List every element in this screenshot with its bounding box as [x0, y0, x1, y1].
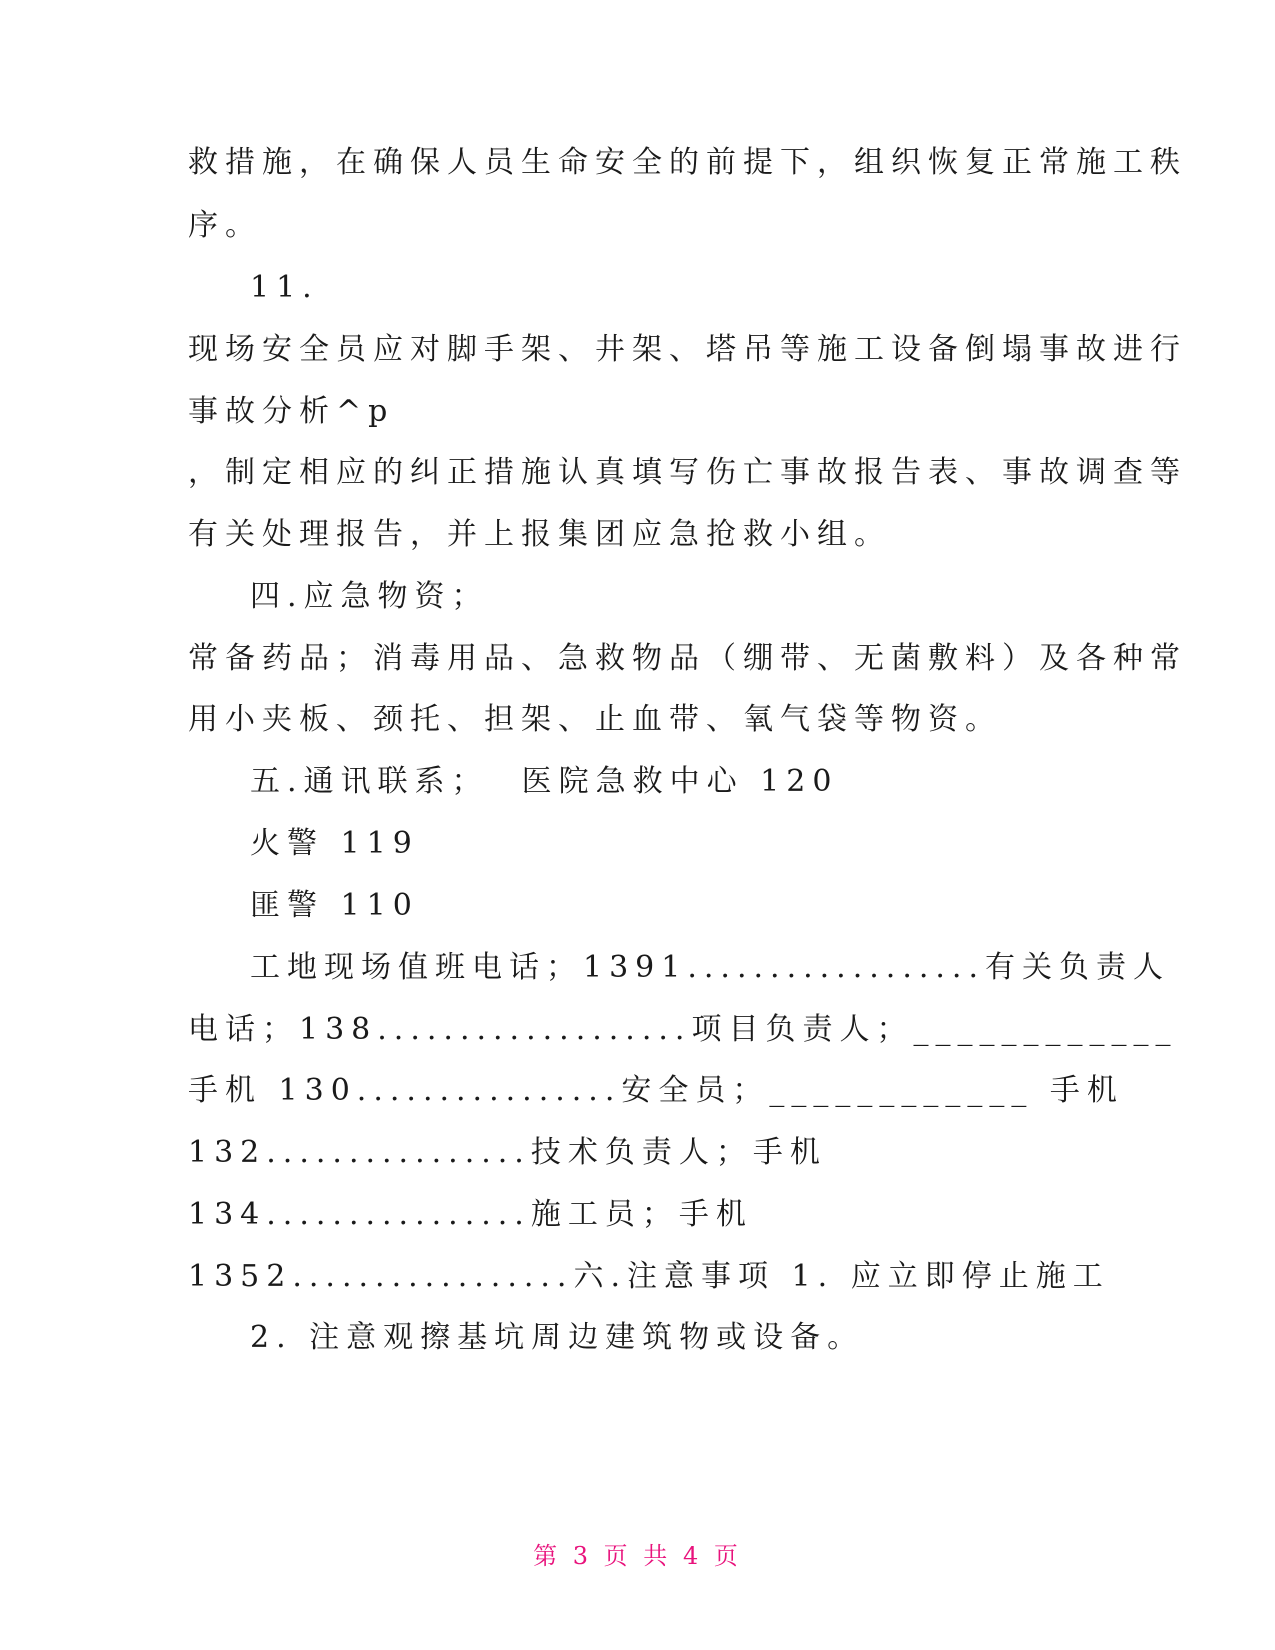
contact-line: 工地现场值班电话；1391..................有关负责人 [250, 950, 1170, 985]
contact-line: 电话；138...................项目负责人；____________ [188, 1012, 1178, 1047]
paragraph-line: 救措施，在确保人员生命安全的前提下，组织恢复正常施工秩 [188, 145, 1187, 180]
paragraph-line: 序。 [188, 208, 262, 243]
section-heading: 四.应急物资； [250, 579, 489, 614]
paragraph-line: 有关处理报告，并上报集团应急抢救小组。 [188, 517, 891, 552]
contact-line: 匪警 110 [250, 888, 419, 923]
section-heading: 五.通讯联系； 医院急救中心 120 [250, 764, 839, 799]
page-number-footer: 第 3 页 共 4 页 [533, 1542, 742, 1570]
contact-line: 1352.................六.注意事项 1. 应立即停止施工 [188, 1259, 1110, 1294]
contact-line: 火警 119 [250, 826, 419, 861]
paragraph-line: 常备药品；消毒用品、急救物品（绷带、无菌敷料）及各种常 [188, 641, 1187, 676]
contact-line: 手机 130................安全员；____________ 手机 [188, 1073, 1124, 1108]
paragraph-line: ，制定相应的纠正措施认真填写伤亡事故报告表、事故调查等 [188, 455, 1187, 490]
paragraph-line: 2. 注意观擦基坑周边建筑物或设备。 [250, 1320, 865, 1355]
paragraph-line: 事故分析^p [188, 394, 395, 429]
contact-line: 134................施工员；手机 [188, 1197, 753, 1232]
paragraph-line: 用小夹板、颈托、担架、止血带、氧气袋等物资。 [188, 702, 1002, 737]
paragraph-line: 现场安全员应对脚手架、井架、塔吊等施工设备倒塌事故进行 [188, 332, 1187, 367]
item-number: 11. [250, 270, 319, 305]
contact-line: 132................技术负责人；手机 [188, 1135, 827, 1170]
